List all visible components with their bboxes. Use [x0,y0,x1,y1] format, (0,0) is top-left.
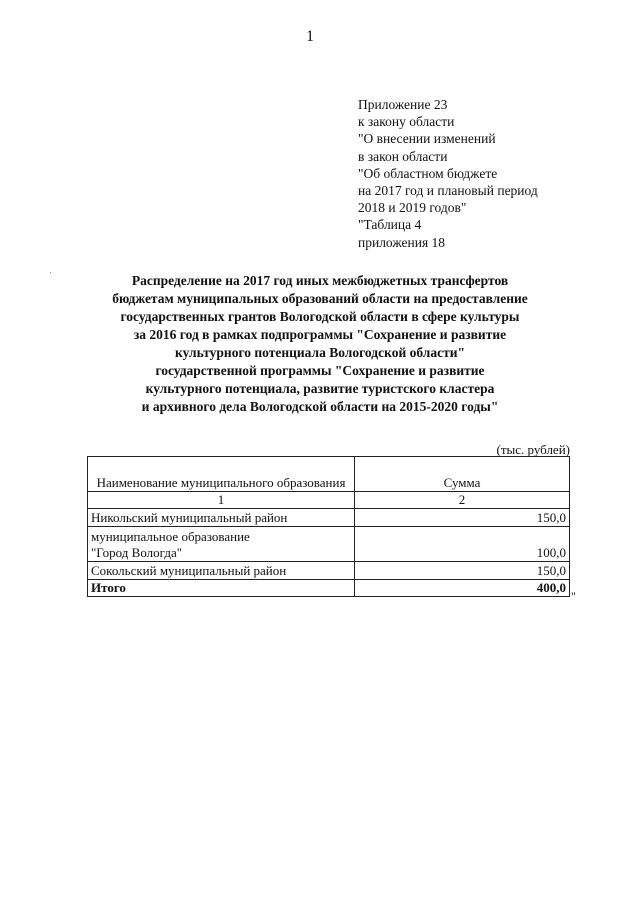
table-row [88,562,570,580]
appendix-line: к закону области [358,114,455,130]
appendix-line: приложения 18 [358,234,446,250]
municipality-name: Никольский муниципальный район [88,509,355,527]
units-label: (тыс. рублей) [496,442,570,457]
document-title [40,272,600,416]
title-line: государственных грантов Вологодской области в сфере культуры [120,309,520,324]
title-line: государственной программы "Сохранение и развитие [155,363,485,378]
closing-quote: " [571,589,576,603]
title-line: бюджетам муниципальных образований области на предоставление [112,291,528,306]
total-label: Итого [88,580,355,597]
table-row [88,527,570,562]
column-number: 1 [88,492,355,509]
municipality-name-line: "Город Вологда" [91,545,183,560]
total-amount: 400,0 [355,580,570,597]
total-row [88,580,570,597]
title-line: и архивного дела Вологодской области на 2015-2020 годы" [141,399,499,414]
title-line: Распределение на 2017 год иных межбюджетных трансфертов [131,273,509,288]
title-line: культурного потенциала, развитие туристского кластера [145,381,495,396]
appendix-line: Приложение 23 [358,97,448,112]
header-amount: Сумма [355,457,570,492]
table-row [88,509,570,527]
municipality-name [88,527,355,562]
amount-value: 150,0 [355,509,570,527]
page-number: 1 [306,28,314,45]
table-header-row [88,457,570,492]
title-line: культурного потенциала Вологодской области" [175,345,465,360]
appendix-line: "О внесении изменений [358,131,496,147]
column-number: 2 [355,492,570,509]
column-numbers-row [88,492,570,509]
appendix-line: "Об областном бюджете [358,165,498,181]
appendix-line: 2018 и 2019 годов" [358,200,467,216]
amount-value: 100,0 [355,527,570,562]
municipality-name-line: муниципальное образование [91,529,250,544]
amount-value: 150,0 [355,562,570,580]
header-municipality: Наименование муниципального образования [88,457,355,492]
title-line: за 2016 год в рамках подпрограммы "Сохранение и развитие [133,327,507,342]
municipality-name: Сокольский муниципальный район [88,562,355,580]
transfers-table [87,456,570,597]
appendix-line: на 2017 год и плановый период [358,183,538,199]
appendix-line: в закон области [358,148,448,164]
appendix-block [358,96,618,251]
appendix-line: "Таблица 4 [358,217,422,233]
